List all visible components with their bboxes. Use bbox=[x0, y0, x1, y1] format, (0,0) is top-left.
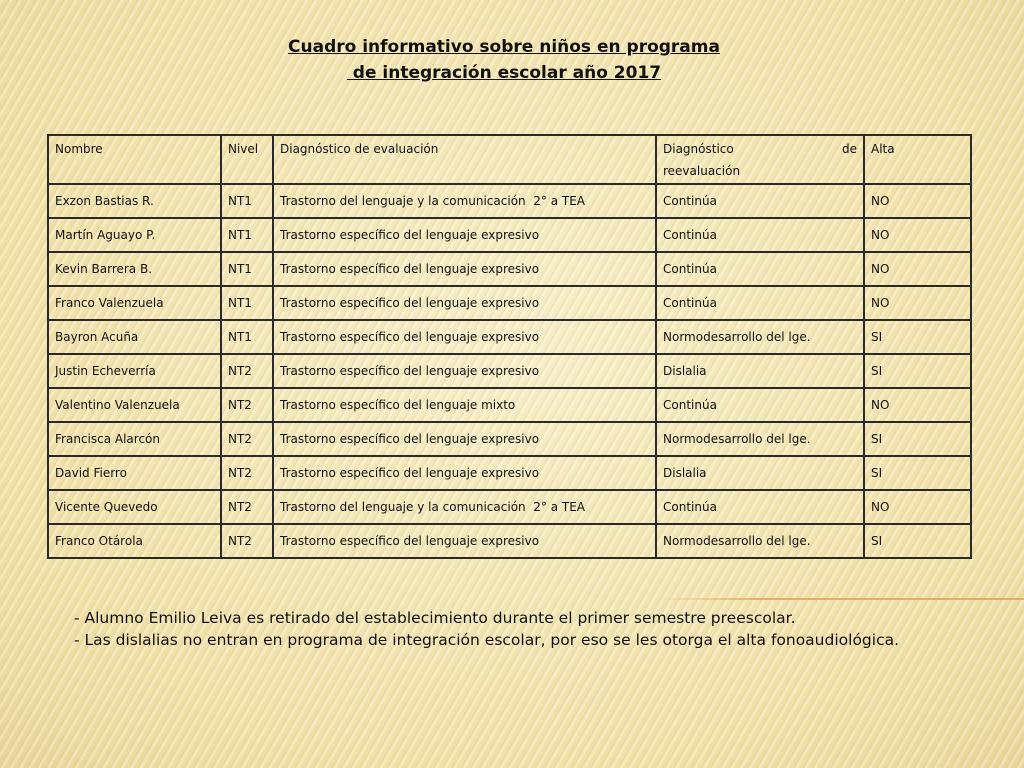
cell-alta: NO bbox=[864, 490, 971, 524]
header-alta: Alta bbox=[864, 135, 971, 184]
header-diagnostico-evaluacion: Diagnóstico de evaluación bbox=[273, 135, 656, 184]
cell-diagnostico-evaluacion: Trastorno específico del lenguaje expresivo bbox=[273, 354, 656, 388]
cell-diagnostico-evaluacion: Trastorno específico del lenguaje expresivo bbox=[273, 456, 656, 490]
cell-diagnostico-evaluacion: Trastorno específico del lenguaje expresivo bbox=[273, 252, 656, 286]
header-reeval-word-2: de bbox=[842, 142, 857, 156]
cell-nombre: Franco Otárola bbox=[48, 524, 221, 558]
students-table bbox=[47, 134, 972, 559]
cell-nivel: NT1 bbox=[221, 286, 273, 320]
cell-alta: SI bbox=[864, 456, 971, 490]
table-row bbox=[48, 524, 971, 558]
cell-diagnostico-reevaluacion: Dislalia bbox=[656, 354, 864, 388]
cell-diagnostico-reevaluacion: Continúa bbox=[656, 218, 864, 252]
cell-nivel: NT2 bbox=[221, 490, 273, 524]
cell-alta: SI bbox=[864, 354, 971, 388]
cell-diagnostico-reevaluacion: Continúa bbox=[656, 388, 864, 422]
title-line-2: de integración escolar año 2017 bbox=[346, 63, 662, 83]
cell-diagnostico-reevaluacion: Normodesarrollo del lge. bbox=[656, 422, 864, 456]
cell-diagnostico-evaluacion: Trastorno específico del lenguaje expresivo bbox=[273, 218, 656, 252]
cell-nivel: NT1 bbox=[221, 252, 273, 286]
cell-alta: SI bbox=[864, 422, 971, 456]
cell-alta: SI bbox=[864, 320, 971, 354]
cell-nombre: Franco Valenzuela bbox=[48, 286, 221, 320]
note-1: - Alumno Emilio Leiva es retirado del establecimiento durante el primer semestre preescolar. bbox=[74, 609, 796, 627]
cell-nivel: NT2 bbox=[221, 354, 273, 388]
table-header-row bbox=[48, 135, 971, 184]
note-2: - Las dislalias no entran en programa de integración escolar, por eso se les otorga el alta fonoaudiológica. bbox=[74, 631, 900, 649]
table-row bbox=[48, 252, 971, 286]
cell-diagnostico-reevaluacion: Continúa bbox=[656, 286, 864, 320]
cell-alta: NO bbox=[864, 252, 971, 286]
cell-diagnostico-reevaluacion: Continúa bbox=[656, 184, 864, 218]
divider-line bbox=[655, 598, 1024, 600]
title-line-1: Cuadro informativo sobre niños en programa bbox=[288, 37, 720, 57]
cell-nivel: NT2 bbox=[221, 524, 273, 558]
table-row bbox=[48, 490, 971, 524]
cell-alta: NO bbox=[864, 388, 971, 422]
cell-nombre: Exzon Bastias R. bbox=[48, 184, 221, 218]
cell-nombre: Valentino Valenzuela bbox=[48, 388, 221, 422]
cell-nivel: NT2 bbox=[221, 422, 273, 456]
cell-diagnostico-evaluacion: Trastorno del lenguaje y la comunicación 2° a TEA bbox=[273, 184, 656, 218]
cell-diagnostico-evaluacion: Trastorno específico del lenguaje expresivo bbox=[273, 422, 656, 456]
cell-diagnostico-evaluacion: Trastorno específico del lenguaje expresivo bbox=[273, 524, 656, 558]
header-reeval-word-3: reevaluación bbox=[663, 164, 741, 178]
table-row bbox=[48, 218, 971, 252]
cell-nivel: NT1 bbox=[221, 218, 273, 252]
cell-diagnostico-reevaluacion: Continúa bbox=[656, 252, 864, 286]
cell-nivel: NT2 bbox=[221, 456, 273, 490]
table-row bbox=[48, 354, 971, 388]
cell-diagnostico-evaluacion: Trastorno del lenguaje y la comunicación 2° a TEA bbox=[273, 490, 656, 524]
header-nivel: Nivel bbox=[221, 135, 273, 184]
table-row bbox=[48, 320, 971, 354]
cell-nombre: David Fierro bbox=[48, 456, 221, 490]
cell-nombre: Francisca Alarcón bbox=[48, 422, 221, 456]
header-nombre: Nombre bbox=[48, 135, 221, 184]
table-row bbox=[48, 422, 971, 456]
cell-nivel: NT2 bbox=[221, 388, 273, 422]
cell-diagnostico-evaluacion: Trastorno específico del lenguaje expresivo bbox=[273, 286, 656, 320]
cell-alta: NO bbox=[864, 286, 971, 320]
table-row bbox=[48, 456, 971, 490]
cell-diagnostico-reevaluacion: Continúa bbox=[656, 490, 864, 524]
cell-diagnostico-reevaluacion: Dislalia bbox=[656, 456, 864, 490]
table-row bbox=[48, 184, 971, 218]
cell-nivel: NT1 bbox=[221, 184, 273, 218]
header-reeval-word-1: Diagnóstico bbox=[663, 142, 734, 156]
table-body bbox=[48, 184, 971, 558]
table-row bbox=[48, 286, 971, 320]
cell-diagnostico-evaluacion: Trastorno específico del lenguaje expresivo bbox=[273, 320, 656, 354]
table-row bbox=[48, 388, 971, 422]
notes-block bbox=[74, 607, 1004, 651]
cell-diagnostico-evaluacion: Trastorno específico del lenguaje mixto bbox=[273, 388, 656, 422]
cell-diagnostico-reevaluacion: Normodesarrollo del lge. bbox=[656, 524, 864, 558]
cell-diagnostico-reevaluacion: Normodesarrollo del lge. bbox=[656, 320, 864, 354]
cell-alta: NO bbox=[864, 218, 971, 252]
cell-nombre: Vicente Quevedo bbox=[48, 490, 221, 524]
page-title bbox=[0, 34, 1008, 86]
header-diagnostico-reevaluacion bbox=[656, 135, 864, 184]
cell-nombre: Martín Aguayo P. bbox=[48, 218, 221, 252]
cell-nombre: Kevin Barrera B. bbox=[48, 252, 221, 286]
cell-nivel: NT1 bbox=[221, 320, 273, 354]
cell-alta: SI bbox=[864, 524, 971, 558]
cell-alta: NO bbox=[864, 184, 971, 218]
cell-nombre: Justin Echeverría bbox=[48, 354, 221, 388]
cell-nombre: Bayron Acuña bbox=[48, 320, 221, 354]
